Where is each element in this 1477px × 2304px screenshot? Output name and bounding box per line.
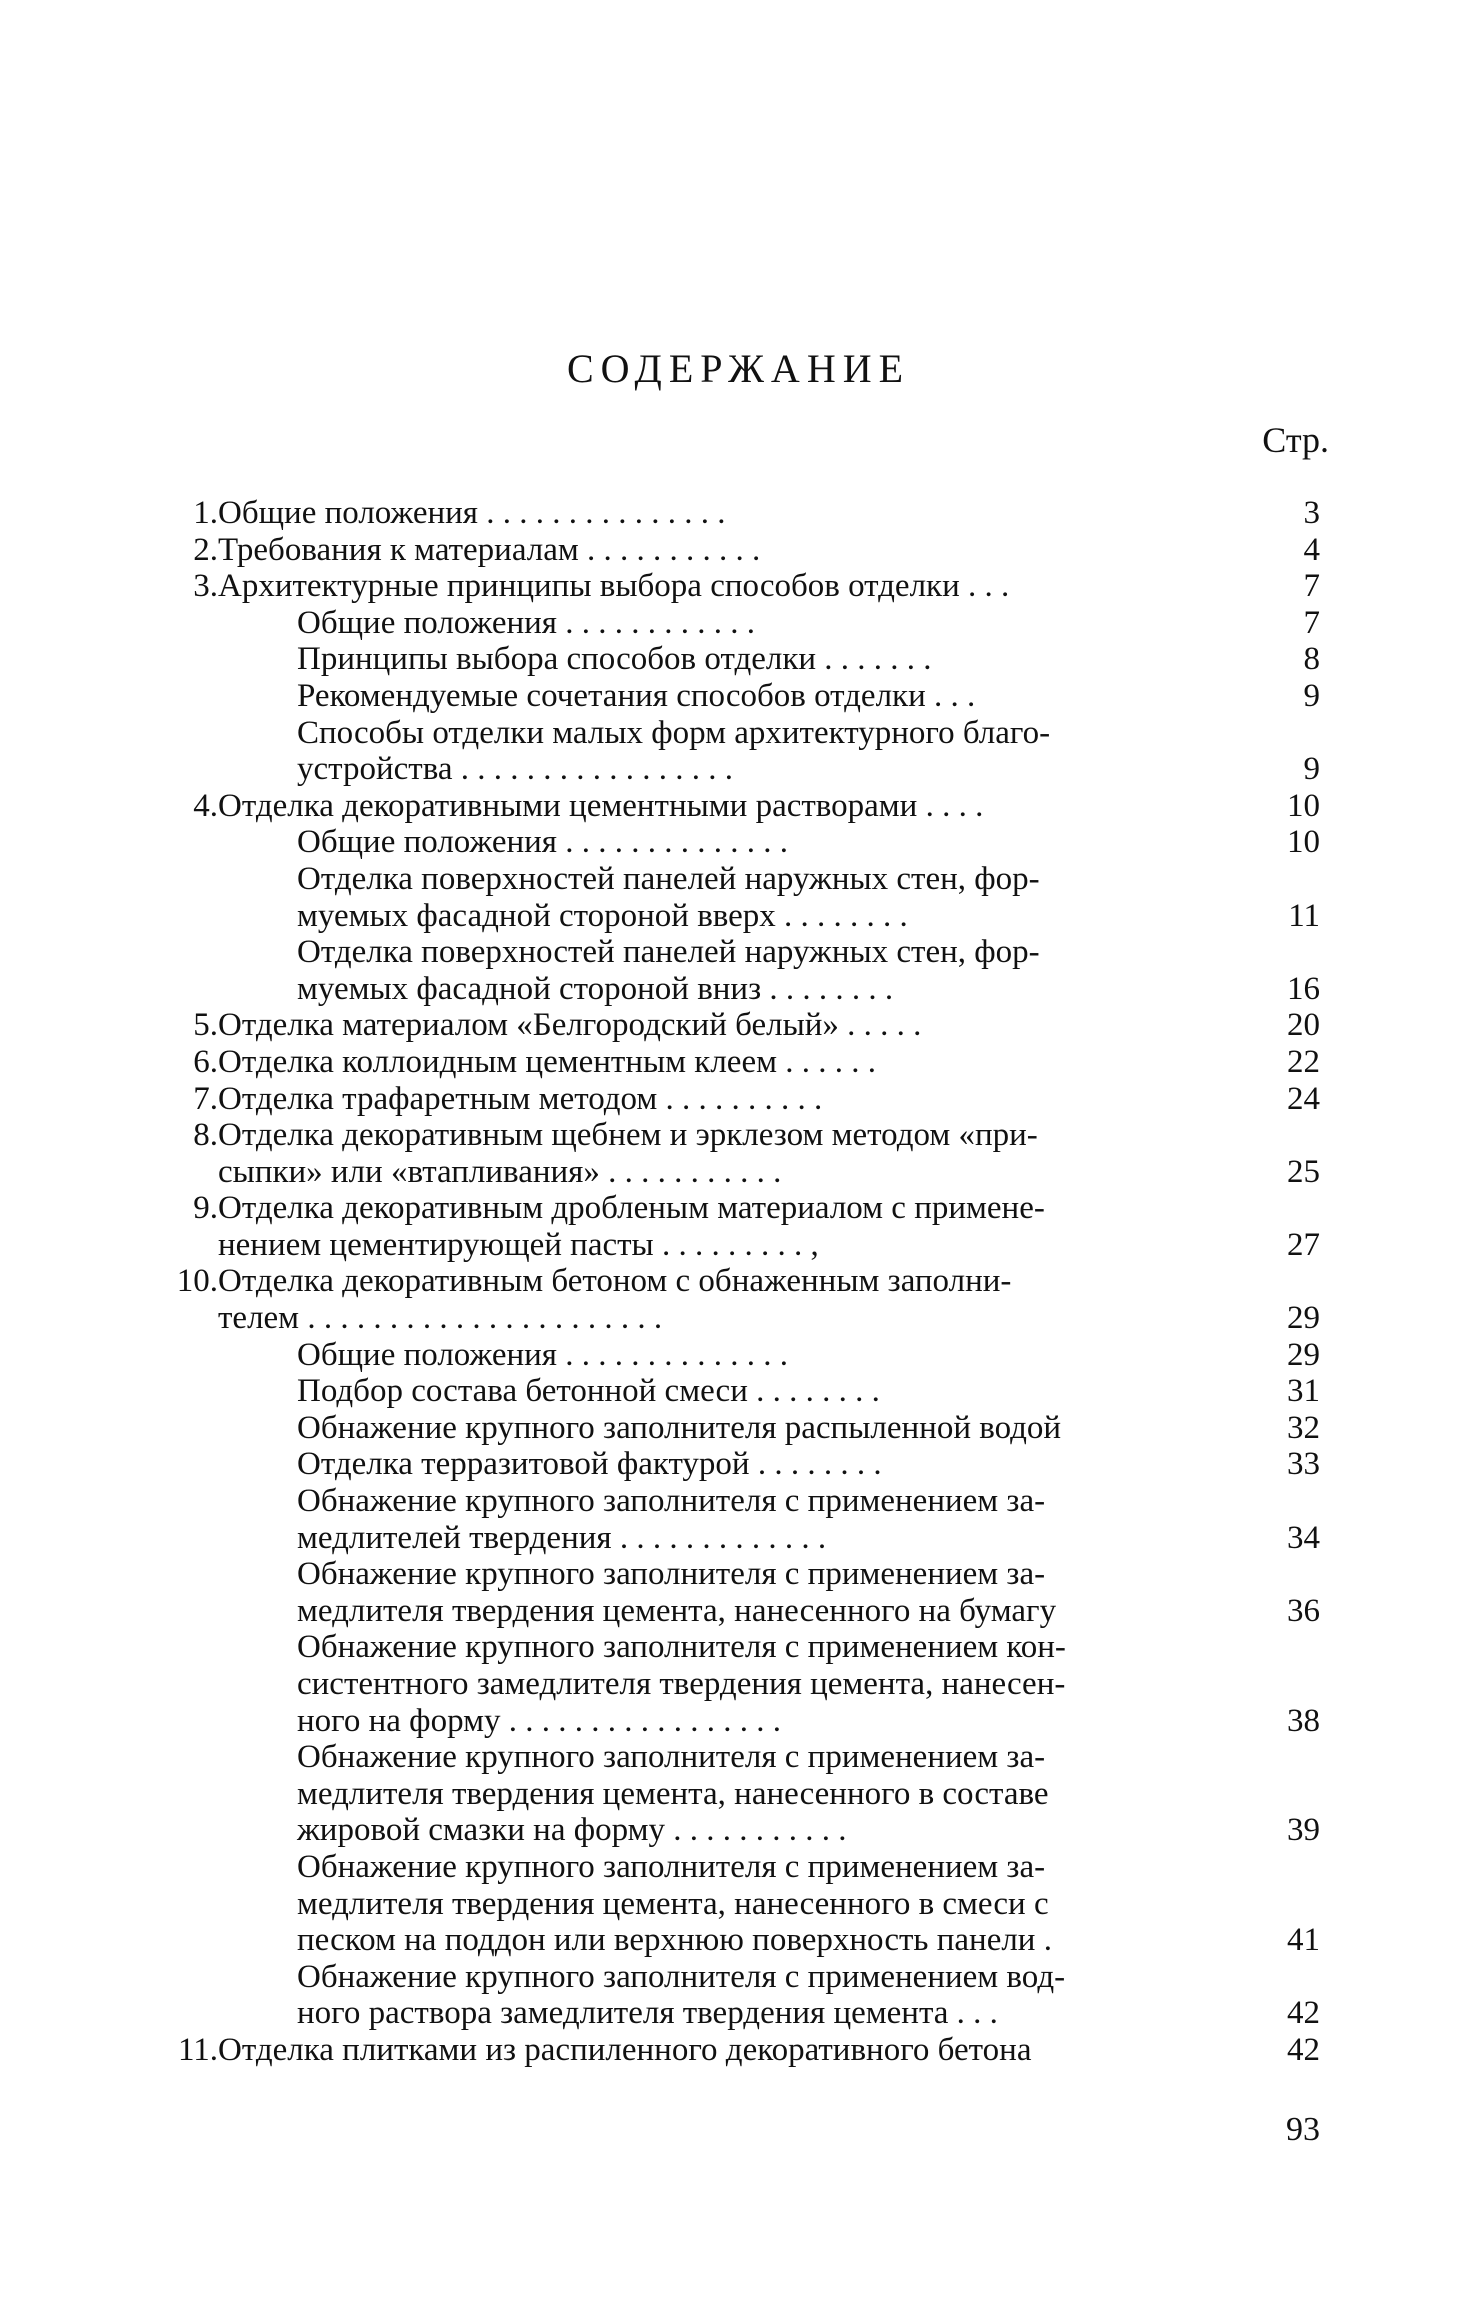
toc-entry	[0, 532, 1477, 569]
toc-line	[0, 1227, 1477, 1264]
toc-entry-number: 6.	[193, 1043, 218, 1080]
toc-entry-text: Общие положения . . . . . . . . . . . . . . .	[218, 495, 726, 531]
toc-line	[0, 678, 1477, 715]
page-column-label: Стр.	[1262, 420, 1329, 460]
toc-entry-text: Способы отделки малых форм архитектурного благо-	[297, 714, 1051, 751]
toc-entry-text: Отделка материалом «Белгородский белый» . . . . .	[218, 1007, 922, 1044]
toc-entry-page: 36	[1287, 1592, 1320, 1629]
toc-entry	[0, 1007, 1477, 1044]
toc-entry-text: Отделка трафаретным методом . . . . . . . . . .	[218, 1080, 823, 1117]
toc-entry-text: Обнажение крупного заполнителя распыленной водой	[297, 1409, 1062, 1446]
toc-entry-text: Отделка декоративным бетоном с обнаженным заполни-	[218, 1263, 1012, 1300]
toc-entry	[0, 861, 1477, 934]
toc-entry-text: Общие положения . . . . . . . . . . . .	[297, 604, 755, 641]
toc-entry	[0, 1739, 1477, 1849]
toc-line	[0, 1703, 1477, 1740]
toc-line	[0, 1995, 1477, 2032]
toc-entry-text: медлителя твердения цемента, нанесенного в смеси с	[297, 1885, 1049, 1922]
toc-line	[0, 898, 1477, 935]
toc-entry	[0, 1483, 1477, 1556]
toc-entry-text: устройства . . . . . . . . . . . . . . . . .	[297, 751, 733, 788]
toc-entry-page: 10	[1287, 824, 1320, 861]
toc-line	[0, 1263, 1477, 1300]
toc-line	[0, 495, 1477, 532]
toc-line	[0, 1373, 1477, 1410]
toc-entry-text: Отделка декоративными цементными растворами . . . .	[218, 787, 984, 824]
toc-entry-text: медлителя твердения цемента, нанесенного в составе	[297, 1775, 1049, 1812]
toc-entry	[0, 1629, 1477, 1739]
toc-entry	[0, 1263, 1477, 1336]
toc-entry-page: 7	[1303, 568, 1320, 605]
toc-entry-text: Обнажение крупного заполнителя с применением вод-	[297, 1958, 1066, 1995]
toc-line	[0, 1959, 1477, 1996]
toc-line	[0, 1007, 1477, 1044]
toc-entry-page: 32	[1287, 1409, 1320, 1446]
toc-line	[0, 1556, 1477, 1593]
toc-entry	[0, 1959, 1477, 2032]
toc-line	[0, 1520, 1477, 1557]
toc-entry-number: 11.	[177, 2031, 218, 2068]
toc-entry	[0, 1849, 1477, 1959]
toc-entry	[0, 1190, 1477, 1263]
toc-entry-text: медлителей твердения . . . . . . . . . . . . .	[297, 1519, 827, 1556]
toc-entry-page: 42	[1287, 1995, 1320, 2032]
toc-entry-text: жировой смазки на форму . . . . . . . . . . .	[297, 1812, 847, 1849]
toc-entry-number: 9.	[193, 1190, 218, 1227]
toc-entry	[0, 1410, 1477, 1447]
toc-line	[0, 605, 1477, 642]
toc-line	[0, 971, 1477, 1008]
toc-entry-number: 7.	[193, 1080, 218, 1117]
toc-entry-text: нением цементирующей пасты . . . . . . . . . ,	[218, 1226, 819, 1263]
toc-line	[0, 751, 1477, 788]
toc-entry-page: 7	[1303, 604, 1320, 641]
toc-entry-text: Обнажение крупного заполнителя с применением за-	[297, 1848, 1046, 1885]
toc-entry-page: 8	[1303, 641, 1320, 678]
toc-entry-number: 8.	[193, 1117, 218, 1154]
toc-entry	[0, 934, 1477, 1007]
toc-entry	[0, 715, 1477, 788]
toc-entry-page: 29	[1287, 1300, 1320, 1337]
toc-entry-page: 9	[1303, 677, 1320, 714]
toc-entry-text: Отделка терразитовой фактурой . . . . . . . .	[297, 1446, 882, 1483]
toc-entry-text: Принципы выбора способов отделки . . . . . . .	[297, 641, 932, 678]
toc-entry-text: муемых фасадной стороной вверх . . . . . . . .	[297, 897, 908, 934]
toc-entry-page: 41	[1287, 1922, 1320, 1959]
page-number: 93	[1286, 2111, 1320, 2148]
toc-entry	[0, 605, 1477, 642]
toc-line	[0, 641, 1477, 678]
toc-line	[0, 1483, 1477, 1520]
toc-line	[0, 1410, 1477, 1447]
toc-entry	[0, 824, 1477, 861]
toc-entry-page: 42	[1287, 2031, 1320, 2068]
toc-entry-page: 24	[1287, 1080, 1320, 1117]
toc-entry-number: 10.	[176, 1263, 218, 1300]
toc-entry-text: песком на поддон или верхнюю поверхность панели .	[297, 1922, 1052, 1959]
toc-line	[0, 568, 1477, 605]
toc-entry-text: телем . . . . . . . . . . . . . . . . . . . . . .	[218, 1300, 663, 1337]
toc-entry-page: 22	[1287, 1043, 1320, 1080]
toc-entry	[0, 568, 1477, 605]
toc-line	[0, 1666, 1477, 1703]
toc-line	[0, 715, 1477, 752]
toc-entry-number: 5.	[193, 1007, 218, 1044]
toc-entry-page: 11	[1288, 897, 1320, 934]
toc-entry-page: 27	[1287, 1226, 1320, 1263]
toc-entry	[0, 1044, 1477, 1081]
toc-line	[0, 1190, 1477, 1227]
toc-entry-text: Обнажение крупного заполнителя с применением кон-	[297, 1629, 1066, 1666]
toc-line	[0, 532, 1477, 569]
toc-entry-text: Обнажение крупного заполнителя с применением за-	[297, 1556, 1046, 1593]
toc-entry-text: Подбор состава бетонной смеси . . . . . . . .	[297, 1373, 880, 1410]
toc-line	[0, 1739, 1477, 1776]
toc-line	[0, 824, 1477, 861]
page-title: СОДЕРЖАНИЕ	[566, 346, 911, 391]
toc-line	[0, 1117, 1477, 1154]
toc-entry-text: Требования к материалам . . . . . . . . . . .	[218, 531, 761, 568]
toc-entry-text: Отделка декоративным щебнем и эрклезом методом «при-	[218, 1117, 1038, 1154]
toc-entry-text: Обнажение крупного заполнителя с применением за-	[297, 1483, 1046, 1520]
toc-entry-number: 3.	[193, 568, 218, 605]
toc-entry-text: Архитектурные принципы выбора способов отделки . . .	[218, 568, 1010, 605]
toc-entry-text: медлителя твердения цемента, нанесенного на бумагу	[297, 1592, 1057, 1629]
toc-entry-page: 3	[1303, 495, 1320, 531]
toc-entry-text: Общие положения . . . . . . . . . . . . . .	[297, 1336, 788, 1373]
toc-line	[0, 1849, 1477, 1886]
toc-line	[0, 1629, 1477, 1666]
toc-entry-page: 34	[1287, 1519, 1320, 1556]
toc-line	[0, 1593, 1477, 1630]
toc-entry	[0, 788, 1477, 825]
toc-line	[0, 1812, 1477, 1849]
toc-entry-text: Общие положения . . . . . . . . . . . . . .	[297, 824, 788, 861]
toc-line	[0, 1081, 1477, 1118]
toc-entry-page: 25	[1287, 1153, 1320, 1190]
toc-entry	[0, 495, 1477, 532]
toc-entry	[0, 1337, 1477, 1374]
toc-entry-page: 20	[1287, 1007, 1320, 1044]
toc-entry	[0, 641, 1477, 678]
toc-entry-text: ного раствора замедлителя твердения цемента . . .	[297, 1995, 998, 2032]
toc-entry-text: Обнажение крупного заполнителя с применением за-	[297, 1739, 1046, 1776]
toc-line	[0, 1446, 1477, 1483]
toc-line	[0, 2032, 1477, 2069]
toc-entry-text: муемых фасадной стороной вниз . . . . . . . .	[297, 970, 894, 1007]
toc-entry-page: 16	[1287, 970, 1320, 1007]
toc-entry-text: ного на форму . . . . . . . . . . . . . . . . .	[297, 1702, 781, 1739]
toc-line	[0, 934, 1477, 971]
table-of-contents	[0, 495, 1477, 2069]
toc-entry-page: 9	[1303, 751, 1320, 788]
toc-entry-text: систентного замедлителя твердения цемента, нанесен-	[297, 1666, 1066, 1702]
toc-entry-page: 39	[1287, 1812, 1320, 1849]
toc-entry-text: Отделка поверхностей панелей наружных стен, фор-	[297, 934, 1040, 971]
toc-entry	[0, 1556, 1477, 1629]
toc-entry-text: сыпки» или «втапливания» . . . . . . . . . . .	[218, 1153, 782, 1190]
toc-entry	[0, 1373, 1477, 1410]
toc-line	[0, 1300, 1477, 1337]
toc-line	[0, 1337, 1477, 1374]
toc-entry-page: 4	[1303, 531, 1320, 568]
toc-entry-number: 1.	[193, 495, 218, 531]
toc-entry-text: Отделка декоративным дробленым материалом с примене-	[218, 1190, 1045, 1227]
toc-line	[0, 1044, 1477, 1081]
toc-entry-page: 29	[1287, 1336, 1320, 1373]
toc-line	[0, 1922, 1477, 1959]
toc-line	[0, 1776, 1477, 1813]
toc-entry-page: 38	[1287, 1702, 1320, 1739]
toc-line	[0, 1154, 1477, 1191]
toc-line	[0, 861, 1477, 898]
toc-entry	[0, 678, 1477, 715]
toc-entry-number: 2.	[193, 531, 218, 568]
toc-entry-text: Отделка плитками из распиленного декоративного бетона	[218, 2031, 1032, 2068]
toc-entry-number: 4.	[193, 787, 218, 824]
toc-entry	[0, 1117, 1477, 1190]
toc-entry-text: Рекомендуемые сочетания способов отделки . . .	[297, 677, 976, 714]
toc-entry-page: 33	[1287, 1446, 1320, 1483]
toc-entry-page: 10	[1287, 787, 1320, 824]
toc-entry-page: 31	[1287, 1373, 1320, 1410]
toc-entry	[0, 2032, 1477, 2069]
toc-entry	[0, 1446, 1477, 1483]
toc-entry	[0, 1081, 1477, 1118]
toc-entry-text: Отделка коллоидным цементным клеем . . . . . .	[218, 1043, 876, 1080]
toc-entry-text: Отделка поверхностей панелей наружных стен, фор-	[297, 860, 1040, 897]
toc-line	[0, 1886, 1477, 1923]
toc-line	[0, 788, 1477, 825]
